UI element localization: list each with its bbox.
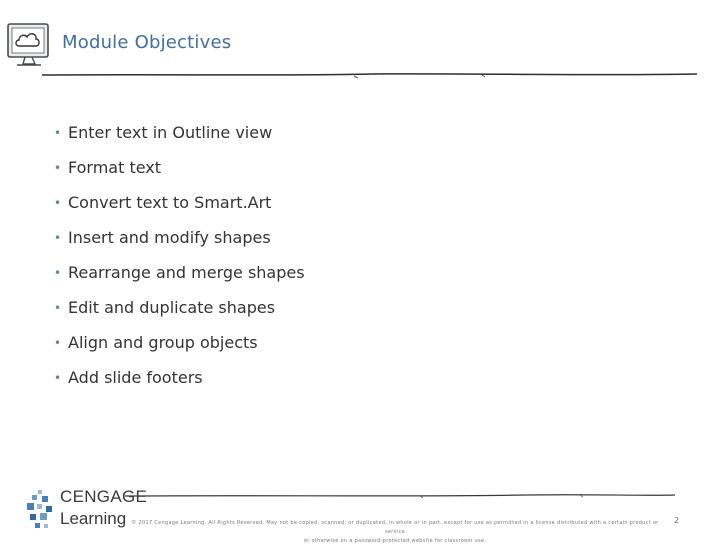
bullet-icon: • [54, 196, 62, 210]
brand-name: CENGAGE [60, 487, 148, 506]
objective-item [54, 360, 305, 395]
objective-text: Insert and modify shapes [68, 228, 271, 247]
objective-item [54, 220, 305, 255]
objective-text: Enter text in Outline view [68, 123, 273, 142]
objective-item [54, 185, 305, 220]
objective-text: Edit and duplicate shapes [68, 298, 276, 317]
title-divider [42, 70, 697, 80]
objective-text: Add slide footers [68, 368, 203, 387]
brand-subname: Learning [60, 509, 127, 528]
copyright-line: or otherwise on a password-protected website for classroom use. [303, 538, 487, 544]
cengage-logo-icon [24, 488, 56, 534]
objectives-list [54, 115, 305, 395]
objective-text: Format text [68, 158, 162, 177]
objective-text: Align and group objects [68, 333, 258, 352]
objective-item [54, 150, 305, 185]
objective-text: Rearrange and merge shapes [68, 263, 305, 282]
copyright-line: © 2017 Cengage Learning. All Rights Reserved. May not be copied, scanned, or duplicated, in whole or in part, except for use as permitted in a license distributed with a certain product or service [131, 520, 659, 535]
copyright-notice [130, 519, 660, 546]
objective-item [54, 115, 305, 150]
bullet-icon: • [54, 371, 62, 385]
bullet-icon: • [54, 336, 62, 350]
bullet-icon: • [54, 126, 62, 140]
bullet-icon: • [54, 231, 62, 245]
cloud-computer-icon [5, 20, 57, 72]
bullet-icon: • [54, 161, 62, 175]
bullet-icon: • [54, 301, 62, 315]
objective-text: Convert text to Smart.Art [68, 193, 272, 212]
page-number: 2 [674, 516, 680, 525]
bullet-icon: • [54, 266, 62, 280]
footer-divider [125, 492, 675, 500]
objective-item [54, 290, 305, 325]
slide-title: Module Objectives [62, 32, 232, 53]
objective-item [54, 325, 305, 360]
objective-item [54, 255, 305, 290]
